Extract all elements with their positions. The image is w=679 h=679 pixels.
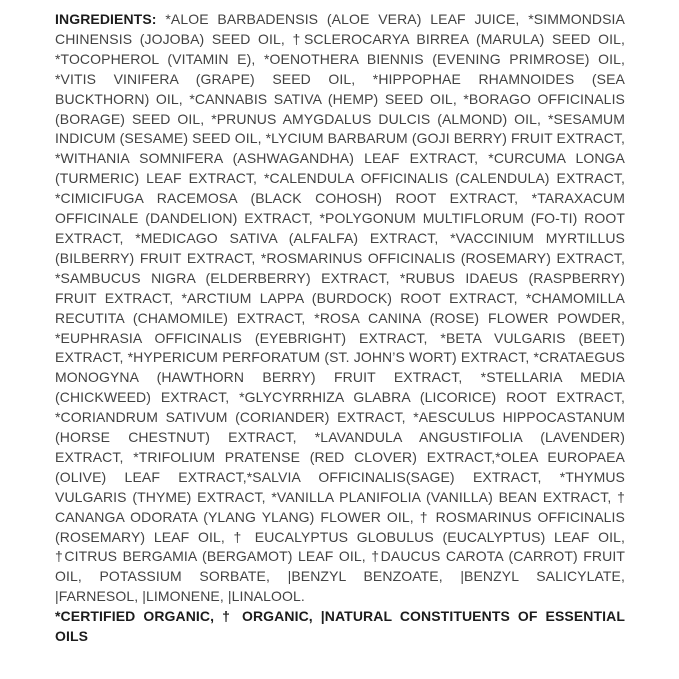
ingredients-paragraph <box>55 10 625 607</box>
ingredients-list-text: *ALOE BARBADENSIS (ALOE VERA) LEAF JUICE, *SIMMONDSIA CHINENSIS (JOJOBA) SEED OIL, †SCLEROCARYA BIRREA (MARULA) SEED OIL, *TOCOPHEROL (VITAMIN E), *OENOTHERA BIENNIS (EVENING PRIMROSE) OIL, *VITIS VINIFERA (GRAPE) SEED OIL, *HIPPOPHAE RHAMNOIDES (SEA BUCKTHORN) OIL, *CANNABIS SATIVA (HEMP) SEED OIL, *BORAGO OFFICINALIS (BORAGE) SEED OIL, *PRUNUS AMYGDALUS DULCIS (ALMOND) OIL, *SESAMUM INDICUM (SESAME) SEED OIL, *LYCIUM BARBARUM (GOJI BERRY) FRUIT EXTRACT, *WITHANIA SOMNIFERA (ASHWAGANDHA) LEAF EXTRACT, *CURCUMA LONGA (TURMERIC) LEAF EXTRACT, *CALENDULA OFFICINALIS (CALENDULA) EXTRACT, *CIMICIFUGA RACEMOSA (BLACK COHOSH) ROOT EXTRACT, *TARAXACUM OFFICINALE (DANDELION) EXTRACT, *POLYGONUM MULTIFLORUM (FO-TI) ROOT EXTRACT, *MEDICAGO SATIVA (ALFALFA) EXTRACT, *VACCINIUM MYRTILLUS (BILBERRY) FRUIT EXTRACT, *ROSMARINUS OFFICINALIS (ROSEMARY) EXTRACT, *SAMBUCUS NIGRA (ELDERBERRY) EXTRACT, *RUBUS IDAEUS (RASPBERRY) FRUIT EXTRACT, *ARCTIUM LAPPA (BURDOCK) ROOT EXTRACT, *CHAMOMILLA RECUTITA (CHAMOMILE) EXTRACT, *ROSA CANINA (ROSE) FLOWER POWDER, *EUPHRASIA OFFICINALIS (EYEBRIGHT) EXTRACT, *BETA VULGARIS (BEET) EXTRACT, *HYPERICUM PERFORATUM (ST. JOHN’S WORT) EXTRACT, *CRATAEGUS MONOGYNA (HAWTHORN BERRY) FRUIT EXTRACT, *STELLARIA MEDIA (CHICKWEED) EXTRACT, *GLYCYRRHIZA GLABRA (LICORICE) ROOT EXTRACT, *CORIANDRUM SATIVUM (CORIANDER) EXTRACT, *AESCULUS HIPPOCASTANUM (HORSE CHESTNUT) EXTRACT, *LAVANDULA ANGUSTIFOLIA (LAVENDER) EXTRACT, *TRIFOLIUM PRATENSE (RED CLOVER) EXTRACT,*OLEA EUROPAEA (OLIVE) LEAF EXTRACT,*SALVIA OFFICINALIS(SAGE) EXTRACT, *THYMUS VULGARIS (THYME) EXTRACT, *VANILLA PLANIFOLIA (VANILLA) BEAN EXTRACT, † CANANGA ODORATA (YLANG YLANG) FLOWER OIL, † ROSMARINUS OFFICINALIS (ROSEMARY) LEAF OIL, † EUCALYPTUS GLOBULUS (EUCALYPTUS) LEAF OIL, †CITRUS BERGAMIA (BERGAMOT) LEAF OIL, †DAUCUS CAROTA (CARROT) FRUIT OIL, POTASSIUM SORBATE, |BENZYL BENZOATE, |BENZYL SALICYLATE, |FARNESOL, |LIMONENE, |LINALOOL. <box>55 11 625 605</box>
ingredients-heading: INGREDIENTS: <box>55 11 157 27</box>
footnote-legend: *CERTIFIED ORGANIC, † ORGANIC, |NATURAL CONSTITUENTS OF ESSENTIAL OILS <box>55 608 625 645</box>
